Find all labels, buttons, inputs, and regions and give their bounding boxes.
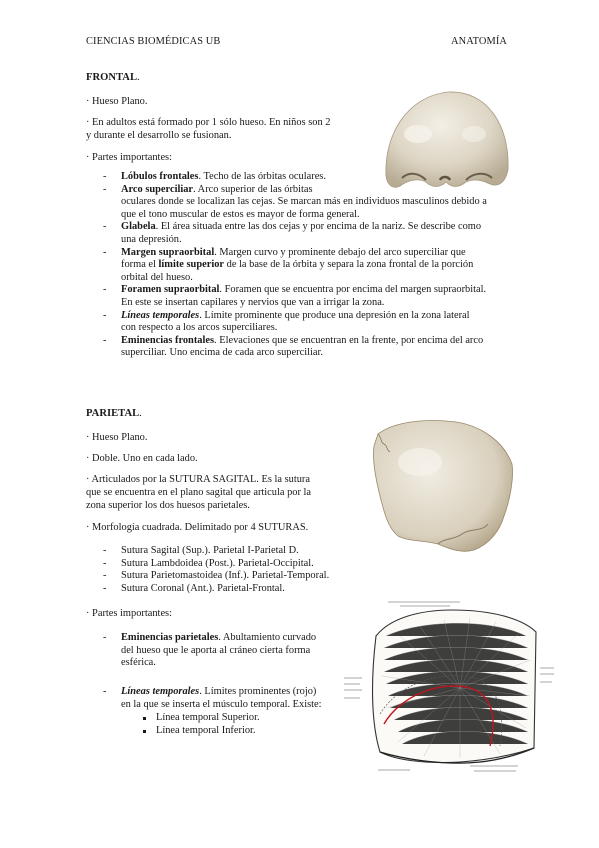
parietal-p3a: · Articulados por la SUTURA SAGITAL. Es la sutura [86, 474, 310, 485]
frontal-p3: · Partes importantes: [86, 152, 172, 163]
parietal-p1: · Hueso Plano. [86, 432, 148, 443]
parietal-p3c: zona superior los dos huesos parietales. [86, 500, 250, 511]
list-item: - Sutura Parietomastoidea (Inf.). Parietal-Temporal. [104, 570, 364, 583]
list-item: - Sutura Coronal (Ant.). Parietal-Frontal. [104, 583, 364, 596]
parietal-bone-photo [364, 416, 516, 554]
parietal-engraving-diagram [340, 596, 560, 776]
list-item: - Eminencias frontales. Elevaciones que se encuentran en la frente, por encima del arco superciliar. Uno encima de cada arco superciliar. [104, 335, 524, 360]
list-item: - Líneas temporales. Límites prominentes (rojo) en la que se inserta el músculo temporal. Existe: [104, 686, 344, 711]
frontal-p2a: · En adultos está formado por 1 sólo hueso. En niños son 2 [86, 117, 331, 128]
parietal-title: PARIETAL. [86, 408, 142, 419]
list-item: - Foramen supraorbital. Foramen que se encuentra por encima del margen supraorbital. En este se insertan capilares y nervios que van a irrigar la zona. [104, 284, 524, 309]
list-item: - Sutura Lambdoidea (Post.). Parietal-Occipital. [104, 558, 364, 571]
eminencias-item [104, 632, 344, 670]
frontal-title: FRONTAL. [86, 72, 140, 83]
list-item: - Sutura Sagital (Sup.). Parietal I-Parietal D. [104, 545, 364, 558]
list-item: - Glabela. El área situada entre las dos cejas y por encima de la nariz. Se describe como una depresión. [104, 221, 524, 246]
parietal-p5: · Partes importantes: [86, 608, 172, 619]
lineas-sub-list [140, 712, 340, 737]
header-right: ANATOMÍA [451, 36, 508, 47]
list-item: - Arco superciliar. Arco superior de las órbitas oculares donde se localizan las cejas. Se marcan más en individuos masculinos debido a que el tono muscular de estos es mayor de forma general. [104, 184, 524, 222]
parietal-p4: · Morfología cuadrada. Delimitado por 4 SUTURAS. [86, 522, 309, 533]
sutures-list [104, 545, 364, 595]
frontal-p1: · Hueso Plano. [86, 96, 148, 107]
lineas-item [104, 686, 344, 711]
list-item: - Líneas temporales. Límite prominente que produce una depresión en la zona lateral con respecto a los arcos superciliares. [104, 310, 524, 335]
frontal-items-list [104, 171, 524, 360]
parietal-p2: · Doble. Uno en cada lado. [86, 453, 198, 464]
list-item: - Margen supraorbital. Margen curvo y prominente debajo del arco superciliar que forma el límite superior de la base de la órbita y separa la zona frontal de la porción orbital del hueso. [104, 247, 524, 285]
list-item: Línea temporal Superior. [140, 712, 340, 725]
parietal-p3b: que se encuentra en el plano sagital que articula por la [86, 487, 312, 498]
list-item: - Eminencias parietales. Abultamiento curvado del hueso que le aporta al cráneo cierta forma esférica. [104, 632, 344, 670]
frontal-p2b: y durante el desarrollo se fusionan. [86, 130, 232, 141]
list-item: - Lóbulos frontales. Techo de las órbitas oculares. [104, 171, 524, 184]
header-left: CIENCIAS BIOMÉDICAS UB [86, 36, 221, 47]
list-item: Línea temporal Inferior. [140, 725, 340, 738]
